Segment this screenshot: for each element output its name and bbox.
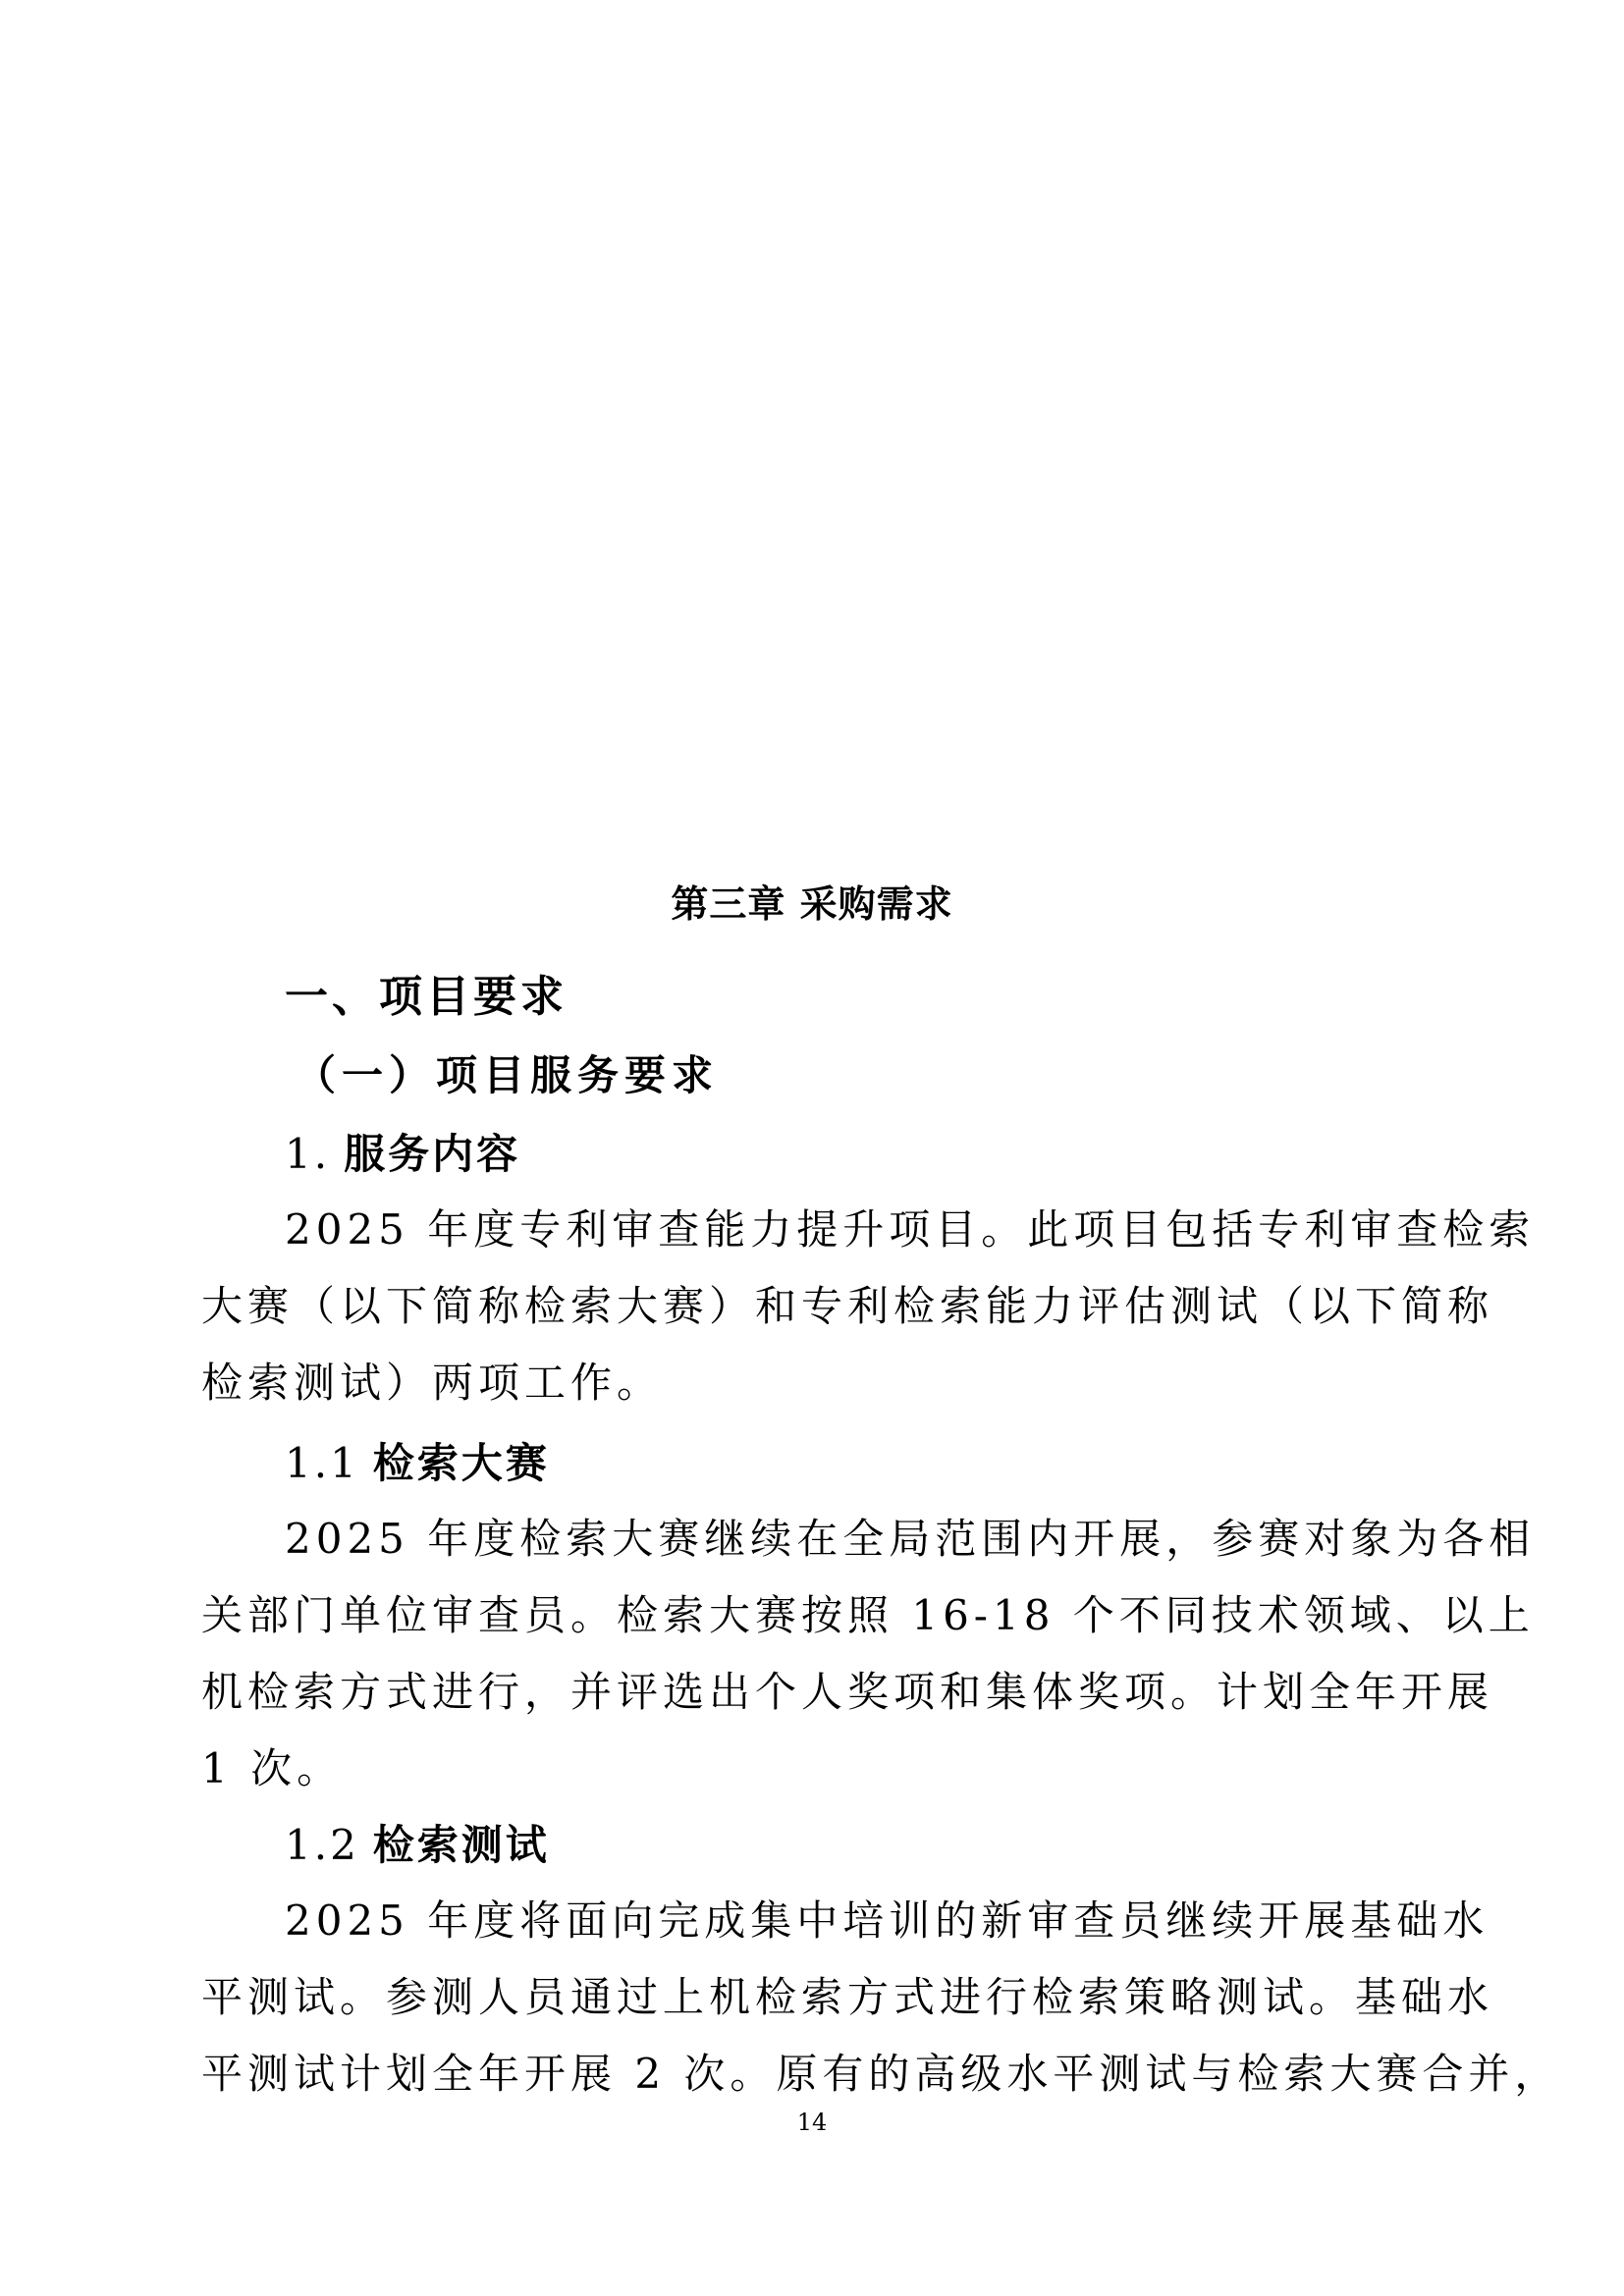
paragraph-line: 2025 年度将面向完成集中培训的新审查员继续开展基础水 bbox=[285, 1896, 1489, 1945]
section-heading-project-requirements: 一、项目要求 bbox=[285, 972, 568, 1022]
heading-number: 1.2 bbox=[285, 1821, 359, 1869]
paragraph-search-contest bbox=[201, 1501, 1536, 1807]
paragraph-service-content bbox=[201, 1192, 1536, 1421]
heading-text: 服务内容 bbox=[344, 1130, 521, 1178]
paragraph-line: 2025 年度专利审查能力提升项目。此项目包括专利审查检索 bbox=[285, 1205, 1536, 1254]
heading-search-test bbox=[285, 1818, 550, 1873]
page-number: 14 bbox=[796, 2109, 828, 2136]
paragraph-search-test bbox=[201, 1883, 1561, 2112]
paragraph-line: 大赛（以下简称检索大赛）和专利检索能力评估测试（以下简称 bbox=[201, 1282, 1494, 1330]
paragraph-line: 1 次。 bbox=[201, 1744, 344, 1792]
paragraph-line: 机检索方式进行，并评选出个人奖项和集体奖项。计划全年开展 bbox=[201, 1668, 1494, 1716]
subsection-heading-service-requirements: （一）项目服务要求 bbox=[295, 1051, 720, 1099]
paragraph-line: 平测试。参测人员通过上机检索方式进行检索策略测试。基础水 bbox=[201, 1973, 1494, 2021]
heading-text: 检索大赛 bbox=[372, 1439, 550, 1487]
heading-search-contest bbox=[285, 1436, 550, 1491]
heading-service-content bbox=[285, 1127, 520, 1182]
paragraph-line: 检索测试）两项工作。 bbox=[201, 1359, 664, 1407]
heading-number: 1. bbox=[285, 1130, 331, 1178]
heading-text: 检索测试 bbox=[372, 1821, 550, 1869]
chapter-title: 第三章 采购需求 bbox=[671, 882, 953, 926]
paragraph-line: 平测试计划全年开展 2 次。原有的高级水平测试与检索大赛合并， bbox=[201, 2050, 1561, 2098]
heading-number: 1.1 bbox=[285, 1439, 359, 1487]
paragraph-line: 2025 年度检索大赛继续在全局范围内开展，参赛对象为各相 bbox=[285, 1515, 1536, 1563]
paragraph-line: 关部门单位审查员。检索大赛按照 16-18 个不同技术领域、以上 bbox=[201, 1591, 1535, 1639]
